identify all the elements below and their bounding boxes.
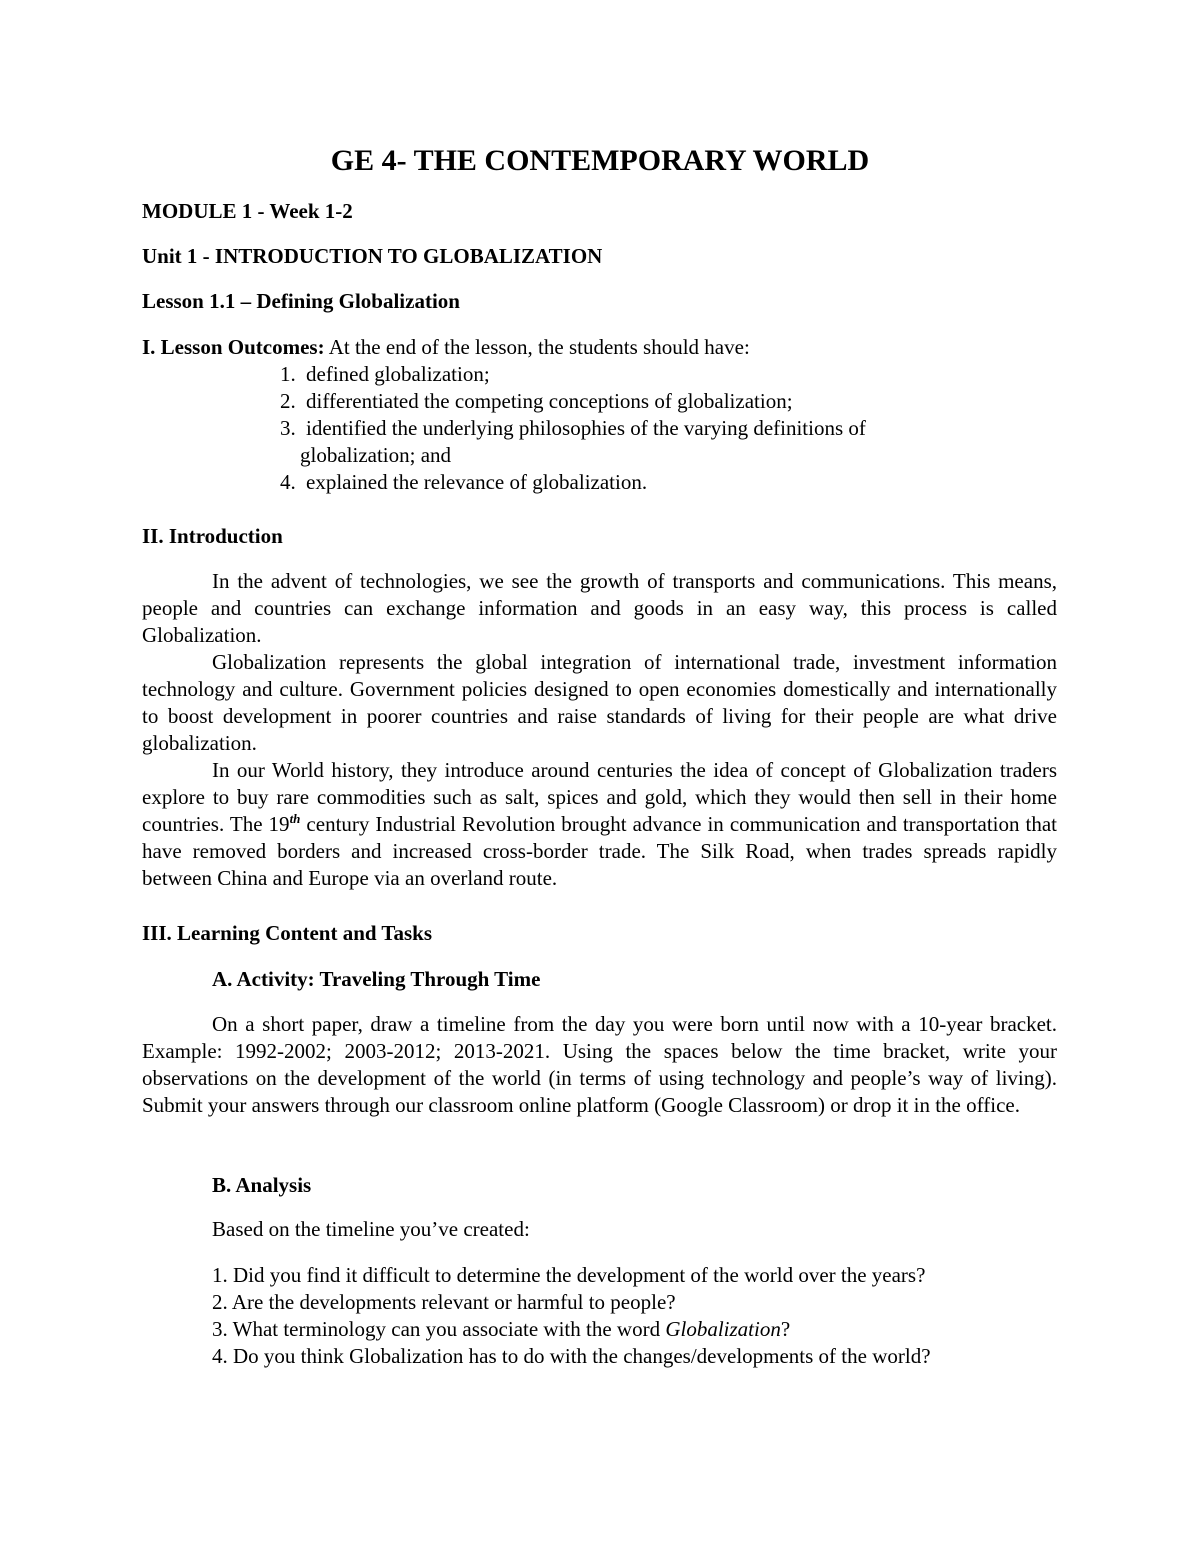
analysis-heading: B. Analysis: [212, 1173, 312, 1197]
list-item-text: explained the relevance of globalization.: [306, 470, 648, 494]
paragraph-3-text-b: century Industrial Revolution brought advance in communication and transportation that have removed borders and increased cross-border trade. The Silk Road, when trades spreads rapidly between China and Europe via an overland route.: [142, 812, 1058, 890]
introduction-paragraph-3: [142, 757, 1057, 892]
analysis-question: 4. Do you think Globalization has to do with the changes/developments of the world?: [212, 1344, 931, 1368]
ordinal-superscript: th: [289, 811, 301, 826]
activity-heading: A. Activity: Traveling Through Time: [212, 967, 541, 991]
introduction-paragraph-2: Globalization represents the global integration of international trade, investment information technology and culture. Government policies designed to open economies domestically and internationally to boost development in poorer countries and raise standards of living for their people are what drive globalization.: [142, 650, 1057, 755]
list-item-continuation: globalization; and: [300, 443, 452, 467]
list-item-text: defined globalization;: [306, 362, 490, 386]
question-3-emphasis: Globalization: [665, 1317, 781, 1341]
analysis-question: 2. Are the developments relevant or harmful to people?: [212, 1290, 676, 1314]
analysis-intro: Based on the timeline you’ve created:: [212, 1217, 530, 1241]
outcomes-intro: At the end of the lesson, the students should have:: [328, 335, 750, 359]
question-3-text-b: ?: [780, 1317, 791, 1341]
learning-heading: III. Learning Content and Tasks: [142, 921, 433, 945]
list-item-text: identified the underlying philosophies of the varying definitions of: [306, 416, 866, 440]
list-item: [280, 415, 866, 442]
activity-paragraph: On a short paper, draw a timeline from the day you were born until now with a 10-year bracket. Example: 1992-2002; 2003-2012; 2013-2021. Using the spaces below the time bracket, write your observations on the development of the world (in terms of using technology and people’s way of living). Submit your answers through our classroom online platform (Google Classroom) or drop it in the office.: [142, 1012, 1057, 1117]
introduction-heading: II. Introduction: [142, 524, 283, 548]
list-item: [280, 388, 793, 415]
list-item-number: 1.: [280, 362, 296, 386]
list-item-text: differentiated the competing conceptions of globalization;: [306, 389, 793, 413]
introduction-paragraph-1: In the advent of technologies, we see the growth of transports and communications. This means, people and countries can exchange information and goods in an easy way, this process is called Globalization.: [142, 569, 1057, 647]
list-item: [280, 469, 647, 496]
paragraph-3-text-a: In our World history, they introduce around centuries the idea of concept of Globalization traders explore to buy rare commodities such as salt, spices and gold, which they would then sell in their home countries. The 19: [142, 758, 1057, 836]
outcomes-heading-line: [142, 334, 750, 361]
lesson-title: Lesson 1.1 – Defining Globalization: [142, 289, 460, 313]
analysis-question: [212, 1316, 790, 1343]
list-item-number: 4.: [280, 470, 296, 494]
unit-text: Unit 1 - INTRODUCTION TO GLOBALIZATION: [142, 244, 603, 268]
outcomes-heading: I. Lesson Outcomes:: [142, 335, 325, 359]
list-item: [280, 361, 490, 388]
list-item-number: 3.: [280, 416, 296, 440]
analysis-question: 1. Did you find it difficult to determine the development of the world over the years?: [212, 1263, 926, 1287]
list-item-number: 2.: [280, 389, 296, 413]
unit-label: [142, 243, 602, 270]
module-label: MODULE 1 - Week 1-2: [142, 199, 353, 223]
document-title: GE 4- THE CONTEMPORARY WORLD: [330, 144, 870, 177]
question-3-text-a: 3. What terminology can you associate with the word: [212, 1317, 666, 1341]
